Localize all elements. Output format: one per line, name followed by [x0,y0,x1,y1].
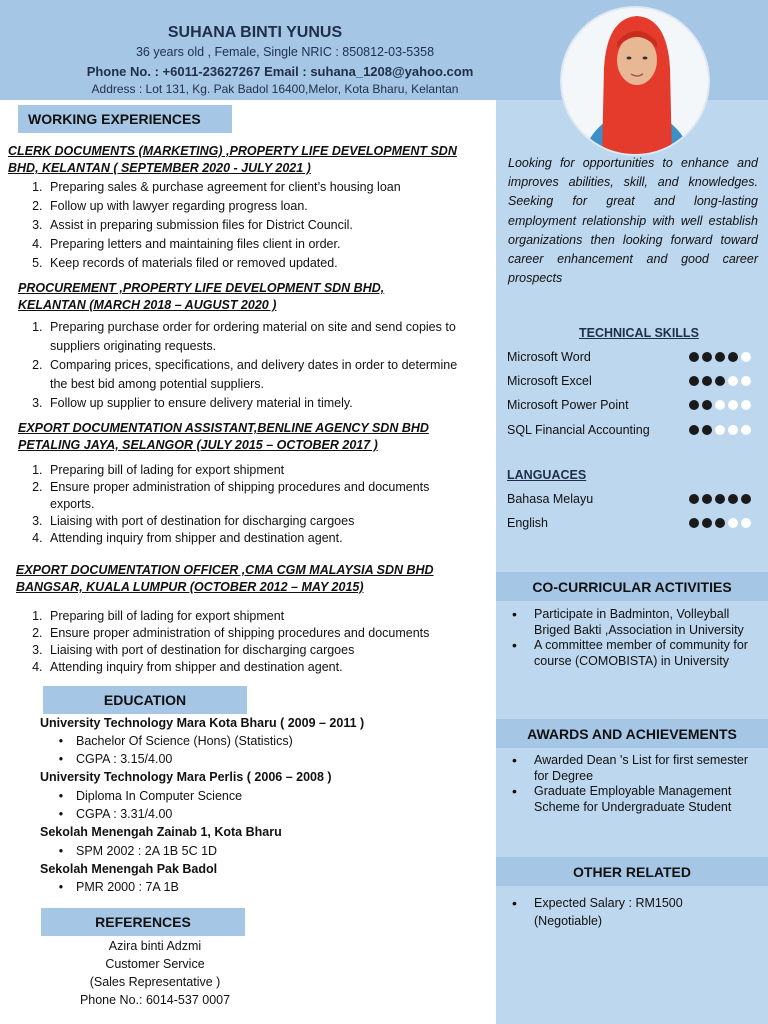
school-name: Sekolah Menengah Pak Badol [40,862,218,876]
list-item: • Expected Salary : RM1500 (Negotiable) [508,894,718,930]
rating-dot-filled [715,376,725,386]
reference-phone: Phone No.: 6014-537 0007 [79,993,231,1007]
skill-row [507,423,757,437]
working-experiences-heading: WORKING EXPERIENCES [18,105,232,133]
rating-dot-filled [728,494,738,504]
duty-item: 3. Liaising with port of destination for discharging cargoes [46,642,493,659]
skill-rating [689,376,757,386]
skill-rating [689,425,757,435]
duty-item: 3. Follow up supplier to ensure delivery material in timely. [46,394,458,413]
rating-dot-empty [715,400,725,410]
rating-dot-empty [728,425,738,435]
skill-name: Microsoft Excel [507,374,592,388]
rating-dot-empty [741,376,751,386]
edu-detail: • Diploma In Computer Science [58,789,243,803]
rating-dot-empty [741,425,751,435]
job-duties [18,462,438,547]
awards-list [508,753,766,815]
edu-detail: • CGPA : 3.31/4.00 [58,807,173,821]
duty-item: 4. Attending inquiry from shipper and destination agent. [46,659,493,676]
rating-dot-filled [689,352,699,362]
list-item: • Graduate Employable Management Scheme for Undergraduate Student [508,784,766,815]
job-title: CLERK DOCUMENTS (MARKETING) ,PROPERTY LIFE DEVELOPMENT SDN BHD, KELANTAN ( SEPTEMBER 2020 - JULY 2021 ) [8,144,457,175]
duty-item: 2. Follow up with lawyer regarding progress loan. [46,197,488,216]
job-duties [18,608,493,676]
school-name: University Technology Mara Kota Bharu ( 2009 – 2011 ) [40,716,365,730]
rating-dot-empty [741,518,751,528]
duty-item: 5. Keep records of materials filed or removed updated. [46,254,488,273]
rating-dot-filled [702,400,712,410]
job-title: PROCUREMENT ,PROPERTY LIFE DEVELOPMENT SDN BHD, KELANTAN (MARCH 2018 – AUGUST 2020 ) [18,281,385,312]
rating-dot-empty [741,352,751,362]
school-name: Sekolah Menengah Zainab 1, Kota Bharu [40,825,282,839]
language-row [507,516,757,530]
rating-dot-filled [689,518,699,528]
profile-photo [560,6,710,156]
skill-rating [689,352,757,362]
rating-dot-filled [702,494,712,504]
skill-name: Microsoft Power Point [507,398,629,412]
skill-row [507,350,757,364]
rating-dot-empty [741,400,751,410]
rating-dot-filled [689,400,699,410]
language-rating [689,494,757,504]
school-name: University Technology Mara Perlis ( 2006 – 2008 ) [40,770,332,784]
reference-role: Customer Service [105,957,205,971]
rating-dot-filled [689,376,699,386]
references-heading: REFERENCES [41,908,245,936]
duty-item: 1. Preparing sales & purchase agreement for client’s housing loan [46,178,488,197]
skill-name: SQL Financial Accounting [507,423,650,437]
edu-detail: • Bachelor Of Science (Hons) (Statistics) [58,734,293,748]
duty-item: 2. Ensure proper administration of shipping procedures and documents exports. [46,479,438,513]
duty-item: 1. Preparing purchase order for ordering material on site and send copies to suppliers originating requests. [46,318,458,356]
duty-item: 3. Liaising with port of destination for discharging cargoes [46,513,438,530]
rating-dot-filled [689,494,699,504]
personal-details: 36 years old , Female, Single NRIC : 850812-03-5358 [135,45,435,59]
rating-dot-filled [702,376,712,386]
rating-dot-empty [715,425,725,435]
technical-skills-heading: TECHNICAL SKILLS [579,326,699,340]
awards-heading: AWARDS AND ACHIEVEMENTS [496,719,768,748]
list-item: • A committee member of community for course (COMOBISTA) in University [508,638,766,669]
rating-dot-empty [728,518,738,528]
skill-row [507,374,757,388]
duty-item: 1. Preparing bill of lading for export shipment [46,462,438,479]
duty-item: 4. Preparing letters and maintaining files client in order. [46,235,488,254]
edu-detail: • PMR 2000 : 7A 1B [58,880,179,894]
edu-detail: • SPM 2002 : 2A 1B 5C 1D [58,844,218,858]
reference-name: Azira binti Adzmi [108,939,202,953]
address: Address : Lot 131, Kg. Pak Badol 16400,Melor, Kota Bharu, Kelantan [91,82,459,96]
rating-dot-filled [715,494,725,504]
other-related-heading: OTHER RELATED [496,857,768,886]
skill-row [507,398,757,412]
rating-dot-filled [741,494,751,504]
rating-dot-filled [689,425,699,435]
candidate-name: SUHANA BINTI YUNUS [167,24,343,41]
rating-dot-filled [702,518,712,528]
rating-dot-empty [728,376,738,386]
list-item: • Participate in Badminton, Volleyball Briged Bakti ,Association in University [508,607,766,638]
co-curricular-heading: CO-CURRICULAR ACTIVITIES [496,572,768,601]
language-name: Bahasa Melayu [507,492,594,506]
languages-heading: LANGUACES [507,468,587,482]
job-duties [18,178,488,273]
duty-item: 2. Comparing prices, specifications, and delivery dates in order to determine the best bid among potential suppliers. [46,356,458,394]
job-title: EXPORT DOCUMENTATION OFFICER ,CMA CGM MALAYSIA SDN BHD BANGSAR, KUALA LUMPUR (OCTOBER 2012 – MAY 2015) [16,563,434,594]
skill-rating [689,400,757,410]
duty-item: 4. Attending inquiry from shipper and destination agent. [46,530,438,547]
rating-dot-filled [702,425,712,435]
co-curricular-list [508,607,766,669]
language-rating [689,518,757,528]
skill-name: Microsoft Word [507,350,591,364]
reference-role-detail: (Sales Representative ) [89,975,221,989]
list-item: • Awarded Dean 's List for first semester for Degree [508,753,766,784]
rating-dot-filled [728,352,738,362]
rating-dot-filled [715,352,725,362]
duty-item: 3. Assist in preparing submission files for District Council. [46,216,488,235]
rating-dot-filled [702,352,712,362]
contact-details: Phone No. : +6011-23627267 Email : suhana_1208@yahoo.com [86,64,474,79]
duty-item: 2. Ensure proper administration of shipping procedures and documents [46,625,493,642]
language-name: English [507,516,548,530]
rating-dot-empty [728,400,738,410]
job-title: EXPORT DOCUMENTATION ASSISTANT,BENLINE AGENCY SDN BHD PETALING JAYA, SELANGOR (JULY 2015 – OCTOBER 2017 ) [18,421,429,452]
education-heading: EDUCATION [43,686,247,714]
career-objective: Looking for opportunities to enhance and improves abilities, skill, and knowledges. Seeking for great and long-lasting employment relationship with well establish organizations then looking forward toward career enhancement and good career prospects [508,156,758,286]
language-row [507,492,757,506]
duty-item: 1. Preparing bill of lading for export shipment [46,608,493,625]
other-related-list [508,894,718,930]
job-duties [18,318,458,413]
rating-dot-filled [715,518,725,528]
edu-detail: • CGPA : 3.15/4.00 [58,752,173,766]
